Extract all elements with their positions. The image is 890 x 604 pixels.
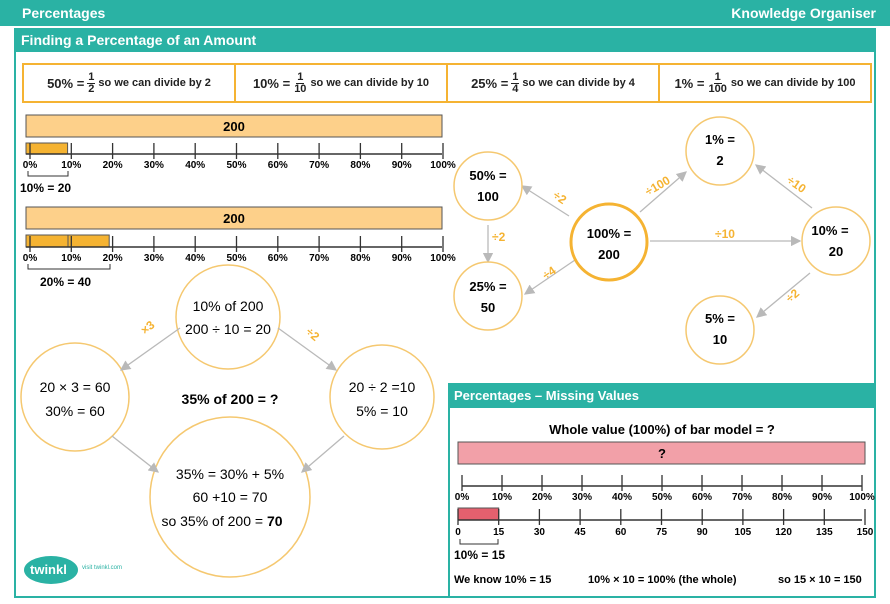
circle-text: 10% of 200 — [192, 298, 264, 314]
tick-label: 20% — [531, 492, 553, 503]
explanation-text: 10% × 10 = 100% (the whole) — [588, 574, 737, 586]
twinkl-logo — [24, 556, 78, 584]
tick-label: 135 — [815, 527, 833, 538]
bracket — [460, 539, 498, 544]
tick-label: 60% — [267, 253, 288, 264]
fact-pct: 1% = — [674, 75, 705, 91]
node-text: 1% = — [705, 132, 735, 147]
tick-label: 20% — [102, 253, 123, 264]
node-text: 5% = — [705, 311, 735, 326]
fact-text: so we can divide by 100 — [730, 77, 856, 89]
denominator: 4 — [512, 82, 519, 95]
fact-text: so we can divide by 10 — [310, 77, 430, 89]
tick-label: 40% — [611, 492, 633, 503]
tick-label: 70% — [309, 160, 330, 171]
numerator: 1 — [714, 70, 721, 83]
tick-label: 10% — [61, 253, 82, 264]
tick-label: 150 — [856, 527, 874, 538]
bar-caption: 10% = 20 — [20, 181, 72, 195]
operator-label: ÷100 — [642, 173, 673, 199]
numerator: 1 — [512, 70, 519, 83]
denominator: 2 — [88, 82, 95, 95]
tick-label: 80% — [350, 160, 371, 171]
tick-label: 30% — [571, 492, 593, 503]
bar-caption: 20% = 40 — [40, 275, 92, 289]
tick-label: 30 — [533, 527, 545, 538]
operator-label: ÷10 — [715, 227, 735, 241]
tick-label: 90% — [811, 492, 833, 503]
tick-label: 100% — [430, 160, 456, 171]
answer-value: 70 — [266, 513, 283, 529]
tick-label: 0% — [22, 160, 38, 171]
tick-label: 100% — [430, 253, 456, 264]
tick-label: 40% — [185, 253, 206, 264]
node-text: 2 — [716, 153, 724, 168]
missing-question: Whole value (100%) of bar model = ? — [549, 422, 775, 437]
circle-text: 200 ÷ 10 = 20 — [185, 321, 271, 337]
operator-label: ÷2 — [492, 230, 506, 244]
circle-text: 60 +10 = 70 — [192, 489, 268, 505]
tick-label: 30% — [143, 160, 164, 171]
bar-label: 200 — [223, 211, 245, 226]
tick-label: 0 — [455, 527, 461, 538]
tick-label: 40% — [185, 160, 206, 171]
tick-label: 50% — [651, 492, 673, 503]
fact-text: so we can divide by 4 — [522, 77, 635, 89]
bar-label: ? — [658, 446, 666, 461]
question-text: 35% of 200 = ? — [181, 391, 279, 407]
node-text: 50% = — [469, 168, 507, 183]
explanation-text: so 15 × 10 = 150 — [778, 574, 862, 586]
tick-label: 60% — [267, 160, 288, 171]
node-text: 10% = — [811, 223, 849, 238]
numerator: 1 — [88, 70, 95, 83]
tick-label: 70% — [731, 492, 753, 503]
operator-label: ÷2 — [303, 324, 323, 344]
circle-text: 30% = 60 — [45, 403, 105, 419]
tick-label: 100% — [849, 492, 875, 503]
tick-label: 50% — [226, 160, 247, 171]
node-text: 10 — [712, 332, 728, 347]
section-title: Finding a Percentage of an Amount — [21, 32, 257, 48]
tick-group — [455, 475, 875, 503]
node-text: 200 — [598, 247, 620, 262]
circle-text: 5% = 10 — [356, 403, 408, 419]
operator-label: ×3 — [137, 317, 158, 338]
tick-label: 15 — [493, 527, 505, 538]
operator-label: ÷2 — [782, 286, 803, 306]
tick-label: 90 — [696, 527, 708, 538]
fact-pct: 10% = — [252, 75, 291, 91]
tick-label: 80% — [771, 492, 793, 503]
tick-label: 10% — [61, 160, 82, 171]
tick-label: 60% — [691, 492, 713, 503]
operator-label: ÷10 — [784, 172, 809, 196]
tick-label: 75 — [655, 527, 668, 538]
tick-label: 70% — [309, 253, 330, 264]
visit-link-text: visit twinkl.com — [82, 565, 123, 571]
circle-text: 20 ÷ 2 =10 — [348, 379, 416, 395]
bar-caption: 10% = 15 — [454, 548, 506, 562]
bar-fill — [458, 508, 499, 520]
tick-label: 10% — [491, 492, 513, 503]
node-text: 100% = — [586, 226, 632, 241]
node-text: 25% = — [469, 279, 507, 294]
tick-label: 0% — [22, 253, 38, 264]
operator-label: ÷4 — [539, 263, 559, 283]
tick-label: 0% — [454, 492, 470, 503]
page-title: Percentages — [22, 5, 106, 21]
tick-label: 45 — [574, 527, 586, 538]
numerator: 1 — [297, 70, 304, 83]
logo-text: twinkl — [30, 562, 67, 577]
tick-label: 90% — [391, 253, 412, 264]
fact-pct: 25% = — [471, 75, 509, 91]
tick-label: 60 — [615, 527, 627, 538]
tick-label: 20% — [102, 160, 123, 171]
tick-group — [455, 509, 874, 538]
circle-text: 35% = 30% + 5% — [175, 466, 285, 482]
missing-values-title: Percentages – Missing Values — [454, 388, 639, 403]
fact-text: so we can divide by 2 — [98, 77, 211, 89]
operator-label: ÷2 — [550, 187, 570, 208]
page-subtitle: Knowledge Organiser — [731, 5, 876, 21]
fact-pct: 50% = — [47, 75, 85, 91]
denominator: 10 — [294, 82, 307, 95]
tick-label: 105 — [734, 527, 752, 538]
circle-text: 20 × 3 = 60 — [39, 379, 111, 395]
node-text: 50 — [480, 300, 496, 315]
answer-lead: so 35% of 200 = — [161, 513, 267, 529]
node-text: 100 — [477, 189, 499, 204]
tick-label: 80% — [350, 253, 371, 264]
tick-label: 120 — [775, 527, 792, 538]
denominator: 100 — [708, 82, 727, 95]
tick-label: 30% — [143, 253, 164, 264]
tick-label: 90% — [391, 160, 412, 171]
node-text: 20 — [828, 244, 844, 259]
tick-label: 50% — [226, 253, 247, 264]
bar-label: 200 — [223, 119, 245, 134]
explanation-text: We know 10% = 15 — [454, 574, 552, 586]
